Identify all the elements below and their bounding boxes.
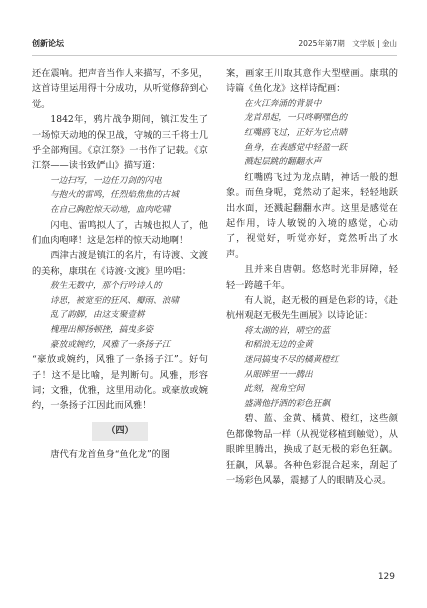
section-label: （四）: [92, 422, 147, 441]
poem-line: 鱼身，在表感觉中轻盈一跃: [244, 142, 348, 153]
poem-line: 乱了韵脚，由这支聚壹耕: [50, 310, 145, 321]
left-column: [32, 66, 208, 463]
poem-line: 敖生无数中，那个行吟诗人的: [50, 281, 162, 292]
poem-quote: [32, 174, 208, 218]
paragraph: 闪电、雷鸣拟人了，古城也拟人了，他们血肉咆哮！这是怎样的惊天动地啊！: [32, 219, 208, 247]
paragraph: 西津古渡是镇江的名片，有诗渡、文渡的美称，康琪在《诗渡·文渡》里吟唱：: [32, 250, 208, 277]
page-number: 129: [377, 572, 395, 582]
poem-line: 豪放或婉约，风雅了一条扬子江: [50, 339, 171, 350]
paragraph: 且并来自唐朝。悠悠时光非屏障，轻轻一跨越千年。: [226, 264, 398, 291]
poem-quote: [32, 279, 208, 352]
poem-quote: [226, 324, 398, 412]
poem-line: 从眼眸里一一腾出: [244, 369, 313, 380]
issue-info: 2025年第7期 文学版 | 金山: [298, 39, 397, 48]
poem-line: 迷同搞曳不尽的橘黄橙红: [244, 355, 339, 366]
poem-line: 槐理出柳扬顿挫，搞曳多姿: [50, 325, 154, 336]
poem-line: 盛满他抒洒的彩色狂飙: [244, 398, 330, 409]
poem-line: 此刻，视角空间: [244, 384, 305, 395]
paragraph: 还在震响。把声音当作人来描写，不多见，这首诗里运用得十分成功，从听觉修辞到心觉。: [32, 68, 208, 110]
paragraph: 有人说，赵无极的画是色彩的诗，《赴杭州观赵无极先生画展》以诗论证：: [226, 295, 398, 322]
poem-line: 将太湖的岩，晴空的蓝: [244, 325, 330, 336]
page-header: [32, 38, 397, 54]
poem-line: 龙首昂起，一只咚啊嘿色的: [244, 113, 348, 124]
poem-line: 在火江奔涌的背景中: [244, 98, 322, 109]
poem-quote: [226, 97, 398, 170]
poem-line: 一边扫写，一边任刀剑的闪电: [50, 175, 162, 186]
right-column: [226, 66, 398, 488]
header-divider: [32, 55, 397, 56]
paragraph: 碧、蓝、金黄、橘黄、橙红，这些颜色都像物品一样（从视觉移植到触觉），从眼眸里腾出，换成了赵无极的彩色狂飙。狂飙，风暴。各种色彩混合起来，刮起了一场彩色风暴，震撼了人的眼睛及心灵。: [226, 413, 398, 487]
paragraph: 红嘴鸥飞过为龙点睛，神话一般的想象。而鱼身呢，竟然动了起来，轻轻地跃出水面，还溅起翻翻水声。这里是感觉在起作用，诗人敏锐的入境的感觉，心动了，视觉好，听觉亦好，竟然听出了水声。: [226, 171, 398, 260]
section-heading: [32, 422, 208, 441]
poem-line: 在自己胸腔惊天动地，血肉吃啸: [50, 205, 171, 216]
paragraph: 1842年，鸦片战争期间，镇江发生了一场惊天动地的保卫战，守城的三千将士几乎全部殉国。《京江祭》一书作了记载。《京江祭——读书致俨山》描写道：: [32, 114, 208, 172]
paragraph: “豪放或婉约，风雅了一条扬子江”。好句子！这不是比喻，是判断句。风雅，形容词；文雅，优雅，这里用动化。或豪放或婉约，一条扬子江因此而风雅！: [32, 354, 208, 412]
poem-line: 溅起层跳的翻翻水声: [244, 157, 322, 168]
paragraph: 唐代有龙首鱼身“鱼化龙”的图: [50, 449, 171, 461]
paragraph: 案，画家王川取其意作大型壁画。康琪的诗篇《鱼化龙》这样诗配画：: [226, 68, 398, 95]
poem-line: 诗思，被宽至的狂风、瓣雨、浪啸: [50, 295, 179, 306]
section-title: 创新论坛: [32, 39, 64, 48]
poem-line: 和稻浪无边的金黄: [244, 340, 313, 351]
poem-line: 与抱火的雷鸣，任烈焰焦焦的古城: [50, 190, 179, 201]
poem-line: 红嘴鸥飞过，正好为它点睛: [244, 128, 348, 138]
